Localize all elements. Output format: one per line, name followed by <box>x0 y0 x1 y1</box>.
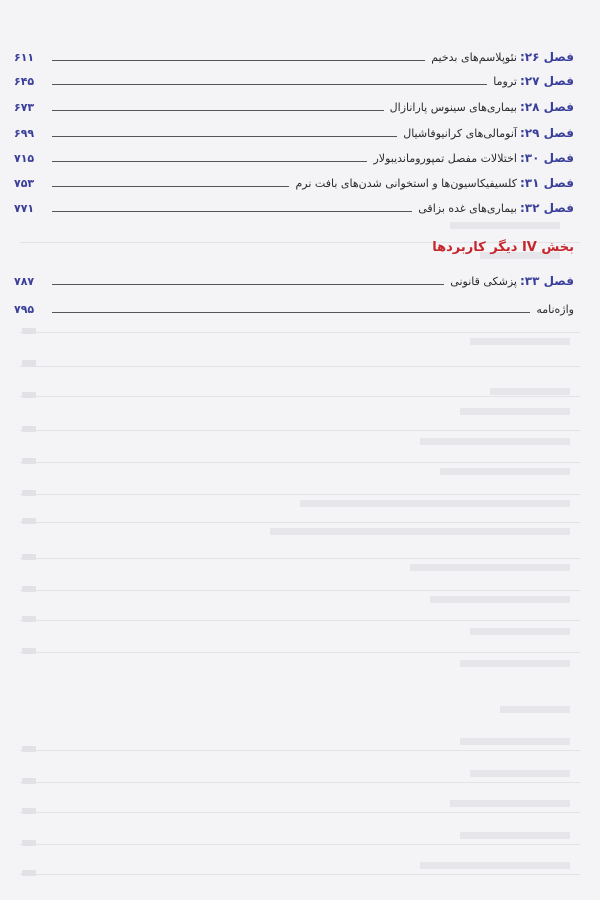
toc-entry-ch33[interactable] <box>14 266 574 288</box>
chapter-title: تروما <box>493 75 517 88</box>
chapter-label: فصل ۲۷: <box>519 74 574 88</box>
dotted-leader <box>52 284 444 285</box>
page-number: ۶۷۳ <box>14 101 35 114</box>
chapter-label: فصل ۳۳: <box>519 274 574 288</box>
chapter-label: فصل ۳۱: <box>519 176 574 190</box>
page-number: ۶۱۱ <box>14 51 35 64</box>
chapter-title: نئوپلاسم‌های بدخیم <box>431 51 517 64</box>
toc-entry-ch27[interactable] <box>14 66 574 88</box>
dotted-leader <box>52 110 384 111</box>
toc-entry-ch32[interactable] <box>14 193 574 215</box>
page-number: ۷۱۵ <box>14 152 35 165</box>
page-number: ۶۹۹ <box>14 127 35 140</box>
dotted-leader <box>52 211 412 212</box>
chapter-title: بیماری‌های غده بزاقی <box>418 202 517 215</box>
dotted-leader <box>52 60 425 61</box>
page-number: ۷۸۷ <box>14 275 35 288</box>
chapter-label: فصل ۲۹: <box>519 126 574 140</box>
toc-entry-ch28[interactable] <box>14 92 574 114</box>
chapter-label: فصل ۲۶: <box>519 50 574 64</box>
page-number: ۷۹۵ <box>14 303 35 316</box>
page-number: ۶۴۵ <box>14 75 35 88</box>
toc-entry-ch30[interactable] <box>14 143 574 165</box>
part-heading: بخش IV دیگر کاربردها <box>432 240 574 255</box>
toc-entry-glossary[interactable] <box>14 294 574 316</box>
dotted-leader <box>52 136 397 137</box>
chapter-title: آنومالی‌های کرانیوفاشیال <box>403 127 517 140</box>
toc-entry-ch31[interactable] <box>14 168 574 190</box>
chapter-title: اختلالات مفصل تمپوروماندیبولار <box>373 152 517 165</box>
dotted-leader <box>52 161 367 162</box>
page-number: ۷۷۱ <box>14 202 35 215</box>
toc-entry-ch29[interactable] <box>14 118 574 140</box>
dotted-leader <box>52 186 289 187</box>
chapter-label: فصل ۳۰: <box>519 151 574 165</box>
chapter-label: فصل ۲۸: <box>519 100 574 114</box>
dotted-leader <box>52 312 530 313</box>
dotted-leader <box>52 84 487 85</box>
chapter-label: فصل ۳۲: <box>519 201 574 215</box>
chapter-title: بیماری‌های سینوس پارانازال <box>389 101 517 114</box>
toc-entry-ch26[interactable] <box>14 42 574 64</box>
chapter-title: کلسیفیکاسیون‌ها و استخوانی شدن‌های بافت نرم <box>295 177 517 190</box>
chapter-title: پزشکی قانونی <box>450 275 517 288</box>
page-number: ۷۵۳ <box>14 177 35 190</box>
glossary-title: واژه‌نامه <box>536 303 574 316</box>
